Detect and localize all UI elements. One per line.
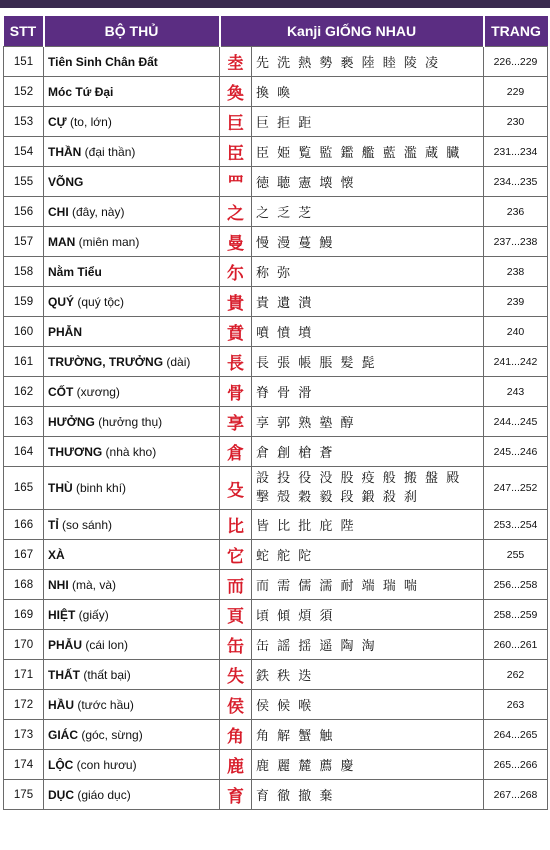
radical-name-text: HẦU	[48, 697, 74, 712]
radical-name-text: PHẪN	[48, 324, 83, 339]
similar-kanji	[252, 570, 484, 600]
similar-kanji	[252, 510, 484, 540]
radical-meaning: (góc, sừng)	[78, 727, 143, 742]
row-number: 171	[4, 660, 44, 690]
page-range: 264...265	[484, 720, 548, 750]
kanji-line: 称 弥	[256, 266, 293, 281]
row-number: 160	[4, 317, 44, 347]
radical-name	[44, 167, 220, 197]
radical-name-text: Móc Tứ Đại	[48, 84, 114, 99]
radical-name-text: NHI	[48, 577, 69, 592]
radical-name-text: Nằm Tiểu	[48, 264, 102, 279]
radical-glyph: 缶	[220, 630, 252, 660]
table-row	[4, 167, 548, 197]
similar-kanji	[252, 227, 484, 257]
radical-meaning: (to, lớn)	[66, 114, 112, 129]
similar-kanji	[252, 47, 484, 77]
table-row	[4, 780, 548, 810]
kanji-line: 噴 憤 墳	[256, 326, 314, 341]
radical-meaning: (nhà kho)	[102, 444, 157, 459]
radical-glyph: 長	[220, 347, 252, 377]
row-number: 157	[4, 227, 44, 257]
kanji-line: 育 徹 撤 棄	[256, 789, 335, 804]
kanji-line: 皆 比 批 庇 陛	[256, 519, 356, 534]
radical-meaning: (tước hầu)	[74, 697, 134, 712]
table-row	[4, 690, 548, 720]
row-number: 168	[4, 570, 44, 600]
radical-meaning: (dài)	[163, 354, 191, 369]
row-number: 164	[4, 437, 44, 467]
table-row	[4, 107, 548, 137]
table-row	[4, 467, 548, 510]
similar-kanji	[252, 347, 484, 377]
radical-glyph: 角	[220, 720, 252, 750]
radical-glyph: 曼	[220, 227, 252, 257]
radical-name-text: CHI	[48, 204, 69, 219]
kanji-line: 倉 創 槍 蒼	[256, 446, 335, 461]
radical-name-text: TỈ	[48, 517, 59, 532]
row-number: 170	[4, 630, 44, 660]
radical-glyph: 尓	[220, 257, 252, 287]
similar-kanji	[252, 107, 484, 137]
row-number: 154	[4, 137, 44, 167]
row-number: 173	[4, 720, 44, 750]
row-number: 169	[4, 600, 44, 630]
radical-name	[44, 107, 220, 137]
kanji-line: 慢 漫 蔓 鰻	[256, 236, 335, 251]
similar-kanji	[252, 317, 484, 347]
similar-kanji	[252, 137, 484, 167]
table-row	[4, 347, 548, 377]
page-range: 245...246	[484, 437, 548, 467]
radical-meaning: (quý tộc)	[74, 294, 125, 309]
kanji-line: 貴 遺 潰	[256, 296, 314, 311]
radical-meaning: (mà, và)	[68, 577, 117, 592]
radical-meaning: (miên man)	[75, 234, 140, 249]
radical-name	[44, 720, 220, 750]
radical-name-text: TRƯỜNG, TRƯỞNG	[48, 354, 164, 369]
radical-name-text: VÕNG	[48, 174, 84, 189]
radical-name	[44, 540, 220, 570]
radical-name	[44, 77, 220, 107]
similar-kanji	[252, 630, 484, 660]
row-number: 163	[4, 407, 44, 437]
radical-meaning: (hưởng thụ)	[94, 414, 163, 429]
table-row	[4, 750, 548, 780]
table-row	[4, 317, 548, 347]
radical-name	[44, 137, 220, 167]
radical-glyph: 頁	[220, 600, 252, 630]
radical-name-text: Tiên Sinh Chân Đất	[48, 54, 158, 69]
kanji-line: 享 郭 熟 塾 醇	[256, 416, 356, 431]
radical-glyph: 鹿	[220, 750, 252, 780]
table-row	[4, 510, 548, 540]
radical-name	[44, 227, 220, 257]
page-range: 263	[484, 690, 548, 720]
page-range: 226...229	[484, 47, 548, 77]
page-range: 253...254	[484, 510, 548, 540]
header-bothu: BỘ THỦ	[44, 16, 220, 47]
header-trang: TRANG	[484, 16, 548, 47]
radical-name-text: THÙ	[48, 481, 73, 495]
radical-glyph: 侯	[220, 690, 252, 720]
kanji-line: 撃 殻 穀 毅 段 鍛 殺 刹	[256, 490, 419, 505]
row-number: 155	[4, 167, 44, 197]
row-number: 174	[4, 750, 44, 780]
radical-name	[44, 467, 220, 510]
page-range: 265...266	[484, 750, 548, 780]
radical-name	[44, 407, 220, 437]
radical-name	[44, 317, 220, 347]
radical-meaning: (giáo dục)	[74, 787, 131, 802]
kanji-line: 頃 傾 煩 須	[256, 609, 335, 624]
radical-glyph: 失	[220, 660, 252, 690]
radical-glyph: 比	[220, 510, 252, 540]
radical-glyph: 享	[220, 407, 252, 437]
table-row	[4, 287, 548, 317]
radical-glyph: 罒	[220, 167, 252, 197]
table-row	[4, 197, 548, 227]
page-range: 236	[484, 197, 548, 227]
similar-kanji	[252, 167, 484, 197]
table-row	[4, 720, 548, 750]
radical-name-text: CỐT	[48, 384, 74, 399]
row-number: 166	[4, 510, 44, 540]
kanji-line: 蛇 舵 陀	[256, 549, 314, 564]
page-range: 258...259	[484, 600, 548, 630]
radical-glyph: 育	[220, 780, 252, 810]
table-body	[4, 47, 548, 810]
row-number: 175	[4, 780, 44, 810]
radical-meaning: (binh khí)	[72, 481, 127, 495]
row-number: 162	[4, 377, 44, 407]
radical-name	[44, 287, 220, 317]
radical-name-text: HIỆT	[48, 607, 76, 622]
similar-kanji	[252, 407, 484, 437]
page-range: 247...252	[484, 467, 548, 510]
radical-name	[44, 197, 220, 227]
row-number: 172	[4, 690, 44, 720]
radical-glyph: 而	[220, 570, 252, 600]
page-range: 237...238	[484, 227, 548, 257]
page-range: 229	[484, 77, 548, 107]
radical-name-text: QUÝ	[48, 294, 75, 309]
kanji-line: 巨 拒 距	[256, 116, 314, 131]
row-number: 153	[4, 107, 44, 137]
similar-kanji	[252, 467, 484, 510]
page-range: 244...245	[484, 407, 548, 437]
page-range: 239	[484, 287, 548, 317]
radical-name	[44, 377, 220, 407]
table-row	[4, 437, 548, 467]
table-row	[4, 227, 548, 257]
radical-glyph: 骨	[220, 377, 252, 407]
similar-kanji	[252, 77, 484, 107]
radical-name	[44, 690, 220, 720]
table-row	[4, 257, 548, 287]
radical-glyph: 巨	[220, 107, 252, 137]
kanji-line: 鉄 秩 迭	[256, 669, 314, 684]
similar-kanji	[252, 257, 484, 287]
radical-name	[44, 437, 220, 467]
page-range: 241...242	[484, 347, 548, 377]
similar-kanji	[252, 750, 484, 780]
page-range: 231...234	[484, 137, 548, 167]
kanji-line: 鹿 麗 麓 薦 慶	[256, 759, 356, 774]
radical-name-text: MAN	[48, 234, 76, 249]
radical-name	[44, 257, 220, 287]
page-range: 262	[484, 660, 548, 690]
radical-name-text: HƯỞNG	[48, 414, 95, 429]
page-range: 238	[484, 257, 548, 287]
radical-glyph: 臣	[220, 137, 252, 167]
table-row	[4, 77, 548, 107]
kanji-line: 設 投 役 没 股 疫 般 搬 盤 殿	[256, 471, 462, 486]
radical-name-text: THẦN	[48, 144, 82, 159]
row-number: 161	[4, 347, 44, 377]
radical-meaning: (thất bại)	[80, 667, 131, 682]
table-row	[4, 630, 548, 660]
kanji-line: 徳 聴 憲 壊 懐	[256, 176, 356, 191]
radical-table	[3, 16, 548, 810]
similar-kanji	[252, 540, 484, 570]
radical-meaning: (đây, này)	[68, 204, 125, 219]
radical-name	[44, 510, 220, 540]
radical-name	[44, 570, 220, 600]
top-bar	[0, 0, 550, 8]
similar-kanji	[252, 600, 484, 630]
radical-meaning: (cái lon)	[82, 637, 129, 652]
page-range: 260...261	[484, 630, 548, 660]
radical-name-text: LỘC	[48, 757, 74, 772]
row-number: 152	[4, 77, 44, 107]
radical-name	[44, 660, 220, 690]
radical-glyph: 坴	[220, 47, 252, 77]
radical-glyph: 賁	[220, 317, 252, 347]
table-row	[4, 570, 548, 600]
row-number: 158	[4, 257, 44, 287]
kanji-line: 換 喚	[256, 86, 293, 101]
table-row	[4, 47, 548, 77]
radical-name	[44, 47, 220, 77]
radical-glyph: 之	[220, 197, 252, 227]
radical-name-text: DỤC	[48, 787, 74, 802]
similar-kanji	[252, 287, 484, 317]
kanji-line: 臣 姫 覧 監 鑑 艦 藍 濫 蔵 臓	[256, 146, 462, 161]
kanji-line: 侯 候 喉	[256, 699, 314, 714]
table-row	[4, 377, 548, 407]
page-range: 240	[484, 317, 548, 347]
table-row	[4, 600, 548, 630]
similar-kanji	[252, 437, 484, 467]
similar-kanji	[252, 720, 484, 750]
radical-name-text: XÀ	[48, 547, 65, 562]
kanji-line: 先 洗 熱 勢 褻 陸 睦 陵 凌	[256, 56, 441, 71]
radical-glyph: 殳	[220, 467, 252, 510]
kanji-line: 而 需 儒 濡 耐 端 瑞 喘	[256, 579, 419, 594]
radical-glyph: 倉	[220, 437, 252, 467]
kanji-line: 長 張 帳 脹 髪 髭	[256, 356, 377, 371]
radical-name-text: CỰ	[48, 114, 67, 129]
row-number: 156	[4, 197, 44, 227]
row-number: 159	[4, 287, 44, 317]
radical-name	[44, 630, 220, 660]
radical-name-text: PHẪU	[48, 637, 83, 652]
page-range: 267...268	[484, 780, 548, 810]
page-range: 230	[484, 107, 548, 137]
radical-meaning: (giấy)	[75, 607, 109, 622]
kanji-line: 脊 骨 滑	[256, 386, 314, 401]
table-row	[4, 137, 548, 167]
radical-table-container	[3, 16, 547, 810]
radical-meaning: (con hươu)	[73, 757, 137, 772]
radical-glyph: 它	[220, 540, 252, 570]
page-range: 255	[484, 540, 548, 570]
page-range: 234...235	[484, 167, 548, 197]
similar-kanji	[252, 197, 484, 227]
table-header-row	[4, 16, 548, 47]
radical-name-text: THẤT	[48, 667, 80, 682]
radical-glyph: 奐	[220, 77, 252, 107]
similar-kanji	[252, 660, 484, 690]
page-range: 243	[484, 377, 548, 407]
similar-kanji	[252, 377, 484, 407]
similar-kanji	[252, 690, 484, 720]
page-range: 256...258	[484, 570, 548, 600]
header-stt: STT	[4, 16, 44, 47]
table-row	[4, 407, 548, 437]
row-number: 151	[4, 47, 44, 77]
radical-name	[44, 600, 220, 630]
radical-name	[44, 750, 220, 780]
row-number: 165	[4, 467, 44, 510]
radical-meaning: (đại thần)	[81, 144, 136, 159]
radical-meaning: (so sánh)	[58, 517, 113, 532]
kanji-line: 之 乏 芝	[256, 206, 314, 221]
radical-meaning: (xương)	[73, 384, 120, 399]
radical-glyph: 貴	[220, 287, 252, 317]
similar-kanji	[252, 780, 484, 810]
radical-name	[44, 780, 220, 810]
radical-name-text: GIÁC	[48, 727, 78, 742]
kanji-line: 角 解 蟹 触	[256, 729, 335, 744]
radical-name	[44, 347, 220, 377]
table-row	[4, 660, 548, 690]
table-row	[4, 540, 548, 570]
kanji-line: 缶 謡 揺 遥 陶 淘	[256, 639, 377, 654]
radical-name-text: THƯƠNG	[48, 444, 103, 459]
header-kanji: Kanji GIỐNG NHAU	[220, 16, 484, 47]
row-number: 167	[4, 540, 44, 570]
